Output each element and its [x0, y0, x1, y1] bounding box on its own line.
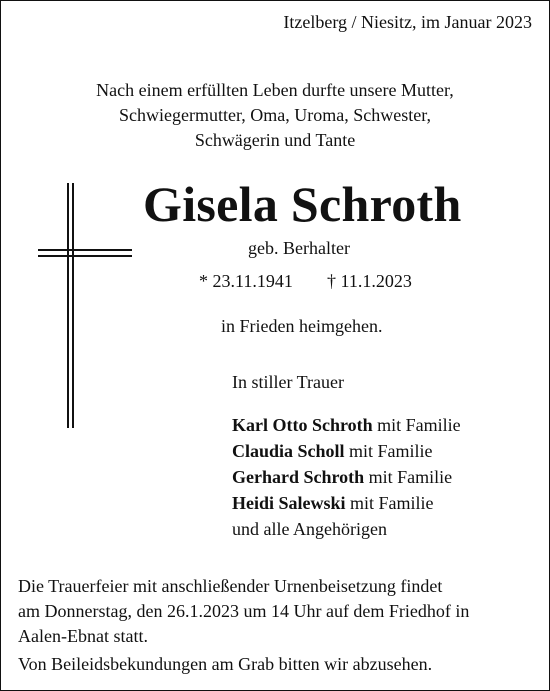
mourner-row: [232, 412, 461, 438]
mourner-name: Karl Otto Schroth: [232, 415, 373, 435]
condolence-note: Von Beileidsbekundungen am Grab bitten wir abzusehen.: [18, 654, 433, 674]
mourner-suffix: mit Familie: [344, 441, 433, 461]
funeral-line: Aalen-Ebnat statt.: [18, 626, 148, 646]
deceased-name: Gisela Schroth: [143, 176, 462, 232]
birth-date: * 23.11.1941: [199, 271, 293, 291]
intro-line: Schwägerin und Tante: [194, 130, 356, 150]
intro-line: Nach einem erfüllten Leben durfte unsere Mutter,: [96, 80, 454, 100]
mourner-closing: und alle Angehörigen: [232, 519, 387, 539]
mourner-name: Heidi Salewski: [232, 493, 346, 513]
mourner-suffix: mit Familie: [345, 493, 434, 513]
mourner-suffix: mit Familie: [364, 467, 453, 487]
mourner-row: [232, 438, 461, 464]
mourner-name: Gerhard Schroth: [232, 467, 365, 487]
mourner-row: [232, 490, 461, 516]
peace-line: in Frieden heimgehen.: [221, 316, 383, 336]
intro-line: Schwiegermutter, Oma, Uroma, Schwester,: [119, 105, 431, 125]
funeral-line: Die Trauerfeier mit anschließender Urnenbeisetzung findet: [18, 576, 443, 596]
place-date: Itzelberg / Niesitz, im Januar 2023: [283, 12, 532, 32]
mourning-heading: In stiller Trauer: [232, 372, 344, 392]
mourner-row: [232, 464, 461, 490]
mourners-list: [232, 412, 461, 542]
mourner-name: Claudia Scholl: [232, 441, 345, 461]
funeral-info: [18, 574, 469, 649]
mourner-suffix: mit Familie: [372, 415, 461, 435]
funeral-line: am Donnerstag, den 26.1.2023 um 14 Uhr auf dem Friedhof in: [18, 601, 470, 621]
death-date: † 11.1.2023: [327, 271, 412, 291]
maiden-name: geb. Berhalter: [248, 238, 350, 258]
